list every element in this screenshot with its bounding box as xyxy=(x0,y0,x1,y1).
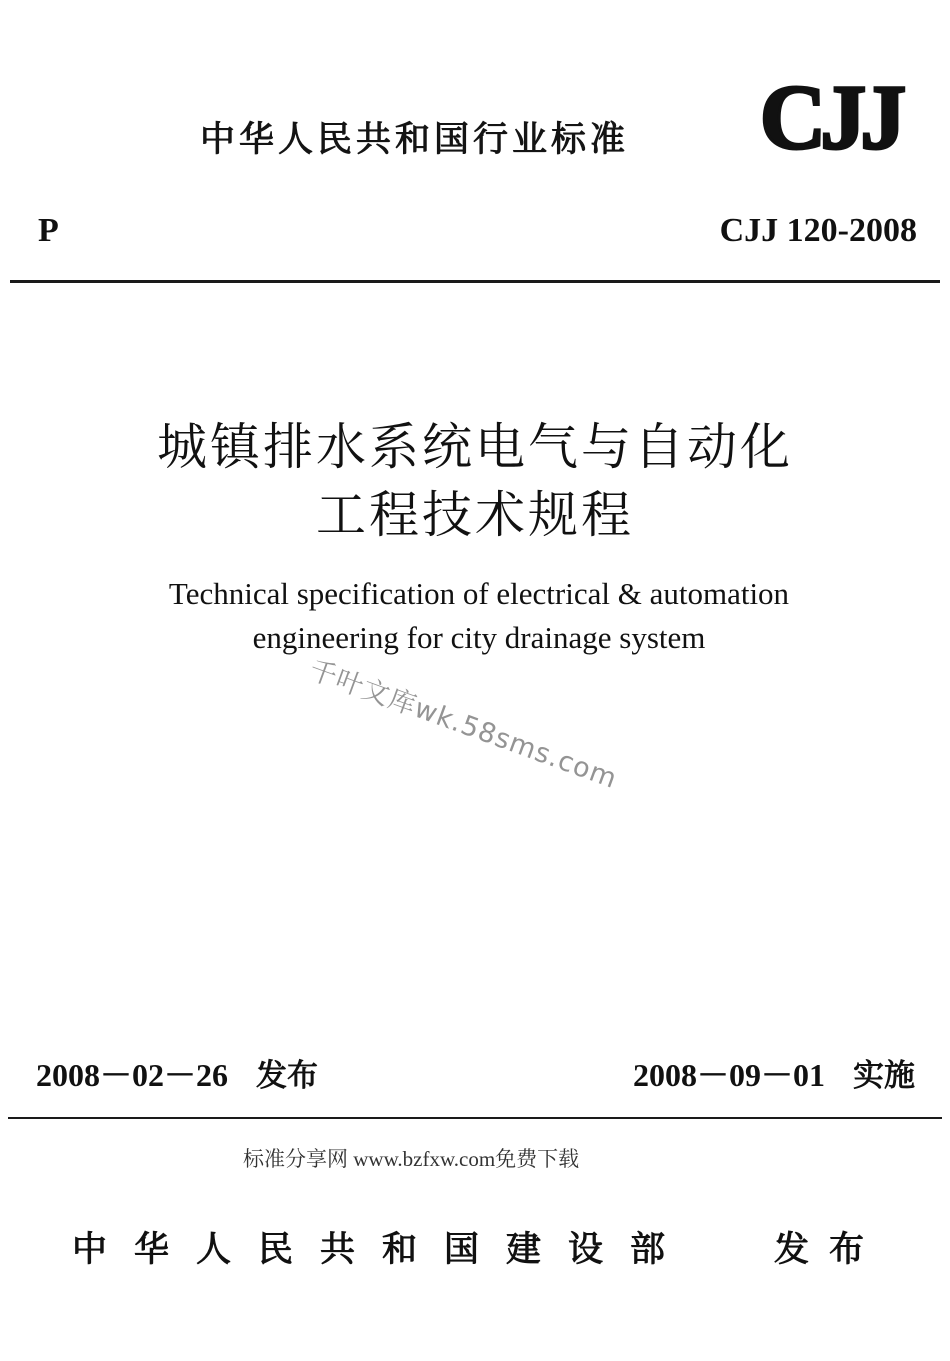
issue-label: 发布 xyxy=(256,1058,319,1094)
classification-code: P xyxy=(38,212,59,249)
issue-date-block xyxy=(36,1050,318,1096)
title-en-line2: engineering for city drainage system xyxy=(252,620,706,655)
implement-label: 实施 xyxy=(853,1058,915,1094)
implement-date-block xyxy=(633,1050,915,1096)
footer-divider xyxy=(8,1117,942,1119)
publish-label: 发布 xyxy=(773,1230,884,1270)
standard-number: CJJ 120-2008 xyxy=(719,212,917,249)
header-divider xyxy=(10,280,940,283)
issue-date: 2008－02－26 xyxy=(36,1057,229,1093)
implement-date: 2008－09－01 xyxy=(632,1057,825,1093)
watermark: 千叶文库wk.58sms.com xyxy=(305,654,622,795)
publisher: 中华人民共和国建设部 xyxy=(72,1230,693,1270)
title-cn-line2: 工程技术规程 xyxy=(316,486,634,544)
source-note: 标准分享网 www.bzfxw.com免费下载 xyxy=(243,1147,580,1171)
title-en-line1: Technical specification of electrical & automation xyxy=(168,576,790,611)
cjj-logo xyxy=(740,74,920,158)
industry-standard-title: 中华人民共和国行业标准 xyxy=(200,120,630,160)
title-cn-line1: 城镇排水系统电气与自动化 xyxy=(157,418,793,476)
cjj-logo-text: CJJ xyxy=(759,74,901,158)
